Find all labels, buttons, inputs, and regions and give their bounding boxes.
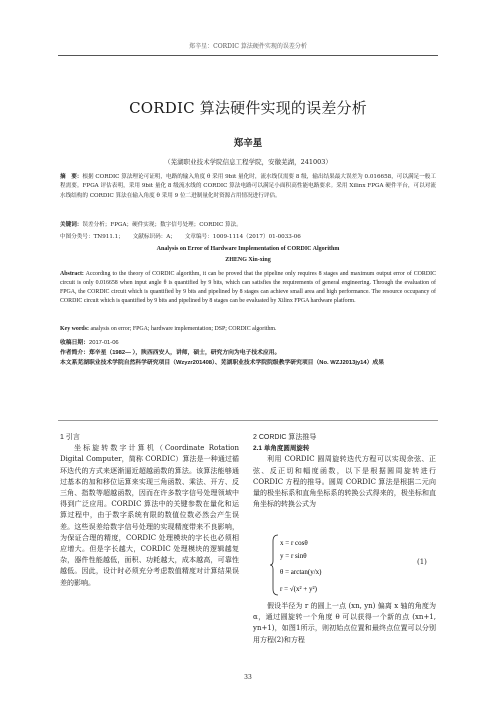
page-number: 33 [244, 674, 252, 681]
footnote-block [60, 338, 436, 368]
keywords-en-label: Key words: [60, 326, 89, 332]
received-value: 2017-01-06 [89, 340, 119, 346]
abstract-en-text: According to the theory of CORDIC algorithm, it can be proved that the pipeline only requires 8 stages and maximum output error of CORDIC circuit is only 0.016658 when input angle θ is quantified by 9 bits, which can satisfies the requirements of general engineering. Through the evaluation of FPGA, the CORDIC circuit which is quantified by 9 bits and pipelined by 8 stages can achieve small area and high performance. The resource occupancy of CORDIC circuit which is quantified by 9 bits and pipelined by 8 stages can be evaluated by Xilinx FPGA hardware platform. [60, 271, 437, 305]
equation-number: (1) [417, 558, 427, 566]
author-name: 郑辛星 [233, 138, 263, 149]
section2-para2 [253, 601, 436, 646]
eq-line-4: r = √(x² + y²) [280, 585, 317, 593]
keywords-en [60, 325, 436, 334]
section2-column [253, 432, 436, 510]
section2-heading: 2 CORDIC 算法推导 [253, 434, 317, 441]
author-en: ZHENG Xin-xing [225, 257, 271, 263]
keywords-cn [60, 221, 436, 230]
title-en: Analysis on Error of Hardware Implementation of CORDIC Algorithm [156, 246, 340, 252]
article-no-label: 文章编号： [184, 234, 213, 240]
intro-text: 坐标旋转数字计算机（Coordinate Rotation Digital Computer，简称 CORDIC）算法是一种通过循环迭代的方式来逐渐逼近超越函数的算法。该算法能够通过基本的加和移位运算来实现三角函数、乘法、开方、反三角、指数等超越函数，因而在许多数字信号处理领域中得到广泛应用。CORDIC 算法中的关键参数在量化和运算过程中，由于数字系统有限的数值位数必然会产生误差。这些误差给数字信号处理的实现精度带来不良影响，为保证合理的精度，CORDIC 处理模块的字长也必须相应增大。但是字长越大，CORDIC 处理模块的逻辑越复杂，器件性能越低，面积、功耗越大，成本越高，可靠性越低。因此，设计时必须充分考虑数值精度对计算结果误差的影响。 [60, 444, 239, 587]
running-head: 郑辛星：CORDIC 算法硬件实现的误差分析 [189, 43, 307, 50]
author-bio [60, 348, 436, 358]
section2-para1: 利用 CORDIC 圆周旋转迭代方程可以实现余弦、正弦、反正切和幅度函数，以下是根据圆周旋转进行 CORDIC 方程的推导。圆周 CORDIC 算法是根据二元向量的极坐标系和直角坐标系的转换公式得来的，极坐标和直角坐标的转换公式为 [253, 455, 436, 509]
section2-para2-text: 假设半径为 r 的圆上一点 (xn, yn) 偏离 x 轴的角度为 α，通过圆旋转一个角度 θ 可以获得一个新的点 (xn+1, yn+1)，如图1所示，则初始点位置和最终点位置可以分别用方程(2)和方程 [253, 602, 436, 644]
classification-line [60, 233, 436, 242]
doc-code-label: 文献标识码： [132, 234, 167, 240]
doc-code-value: A； [166, 234, 176, 240]
clc-value: TN911.1； [93, 234, 124, 240]
abstract-en-label: Abstract: [60, 271, 84, 277]
article-no-value: 1009-1114（2017）01-0033-06 [212, 234, 301, 240]
author-bio-label: 作者简介： [60, 350, 89, 356]
section-divider [58, 420, 438, 421]
intro-heading: 1 引言 [60, 434, 80, 441]
author-bio-text: 郑辛星（1982— ），陕西西安人，讲师，硕士，研究方向为电子技术应用。 [89, 350, 281, 356]
keywords-cn-label: 关键词： [60, 222, 83, 228]
clc-label: 中图分类号： [60, 234, 94, 240]
received-label: 收稿日期： [60, 340, 89, 346]
intro-column [60, 432, 239, 589]
eq-line-1: x = r cosθ [280, 539, 308, 547]
header-rule [58, 55, 438, 56]
abstract-cn-label: 摘 要： [60, 174, 83, 180]
abstract-en [60, 270, 436, 306]
author-affiliation: （芜湖职业技术学院信息工程学院，安徽芜湖，241003） [164, 158, 332, 166]
eq-line-3: θ = arctan(y/x) [280, 568, 322, 576]
received-date [60, 338, 436, 348]
abstract-cn-text: 根据 CORDIC 算法理论可证明，电路的输入角度 θ 采用 9bit 量化时，流水线仅需要 8 级，输出结果最大误差为 0.016658，可以满足一般工程需要。FPGA 评估表明，采用 9bit 量化 8 级流水线的 CORDIC 算法电路可以满足小面积高性能电路要求。采用 Xilinx FPGA 硬件平台，可以对流水线结构的 CORDIC 算法在输入角度 θ 采用 9 位二进制量化时资源占用情况进行评估。 [60, 174, 436, 199]
keywords-cn-text: 误差分析；FPGA；硬件实现；数字信号处理；CORDIC 算法。 [82, 222, 242, 228]
equation-1 [270, 533, 440, 597]
keywords-en-text: analysis on error; FPGA; hardware implementation; DSP; CORDIC algorithm. [90, 326, 277, 332]
funding-note: 本文系芜湖职业技术学院自然科学研究项目（Wzyzr201408）、芜湖职业技术学院院级教学研究项目（No. WZJ2013jy14）成果 [60, 360, 385, 366]
section2-subheading: 2.1 单角度圆周旋转 [253, 445, 310, 453]
paper-title: CORDIC 算法硬件实现的误差分析 [129, 99, 367, 117]
abstract-cn [60, 173, 436, 201]
eq-line-2: y = r sinθ [280, 552, 307, 560]
